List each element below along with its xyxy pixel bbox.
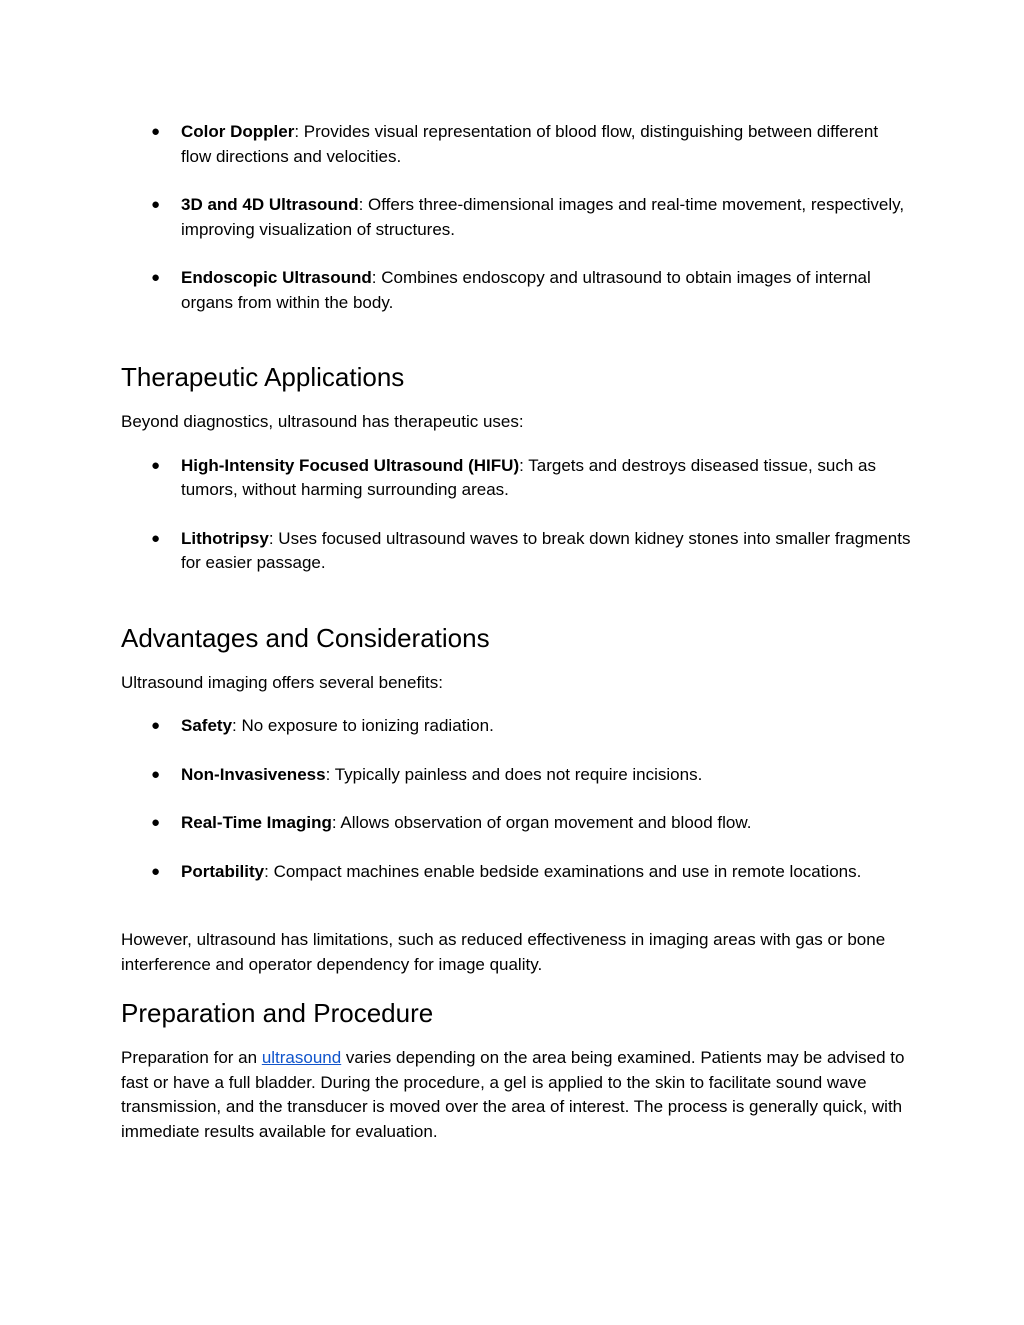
bullet-icon: ● [151, 196, 161, 213]
list-item [121, 266, 911, 315]
section-heading-therapeutic: Therapeutic Applications [121, 362, 405, 392]
list-item [121, 714, 911, 739]
list-item [121, 454, 911, 503]
list-item-text: : Provides visual representation of blood flow, distinguishing between different flow directions and velocities. [181, 122, 879, 166]
bullet-icon: ● [151, 269, 161, 286]
list-item [121, 763, 911, 788]
list-item-text: : Allows observation of organ movement and blood flow. [331, 813, 752, 832]
list-item-term: Portability [181, 861, 265, 881]
advantages-list [121, 714, 911, 884]
list-item-term: Safety [181, 716, 233, 735]
list-item-text: : Combines endoscopy and ultrasound to obtain images of internal organs from within the body. [181, 268, 871, 312]
bullet-icon: ● [151, 529, 161, 547]
bullet-icon: ● [151, 717, 161, 734]
list-item-term: Lithotripsy [181, 528, 269, 548]
list-item-term: Real-Time Imaging [181, 813, 332, 832]
advantages-intro: Ultrasound imaging offers several benefits: [121, 672, 443, 692]
preparation-paragraph [121, 1046, 911, 1144]
list-item [121, 527, 911, 576]
preparation-text-start: Preparation for an [121, 1048, 262, 1067]
list-item-text: : Typically painless and does not require incisions. [325, 764, 703, 784]
list-item-text: : Offers three-dimensional images and real-time movement, respectively, improving visualization of structures. [181, 195, 905, 239]
list-item-term: Color Doppler [181, 122, 295, 141]
bullet-icon: ● [151, 862, 161, 880]
list-item-text: : Targets and destroys diseased tissue, such as tumors, without harming surrounding areas. [181, 455, 876, 499]
list-item [121, 120, 911, 169]
preparation-text-end: varies depending on the area being examined. Patients may be advised to fast or have a full bladder. During the procedure, a gel is applied to the skin to facilitate sound wave transmission, and the transducer is moved over the area of interest. The process is generally quick, with immediate results available for evaluation. [121, 1048, 905, 1141]
bullet-icon: ● [151, 456, 161, 474]
bullet-icon: ● [151, 814, 161, 831]
list-item [121, 193, 911, 242]
list-item-text: : No exposure to ionizing radiation. [232, 716, 494, 735]
list-item-term: High-Intensity Focused Ultrasound (HIFU) [181, 455, 520, 475]
ultrasound-link[interactable]: ultrasound [261, 1048, 342, 1067]
section-heading-advantages: Advantages and Considerations [121, 622, 490, 653]
list-item-term: 3D and 4D Ultrasound [181, 195, 359, 214]
list-item [121, 860, 911, 885]
list-item-text: : Compact machines enable bedside examinations and use in remote locations. [264, 861, 862, 881]
document-page [121, 0, 911, 1144]
list-item-term: Endoscopic Ultrasound [181, 268, 372, 287]
list-item [121, 811, 911, 836]
bullet-icon: ● [151, 765, 161, 783]
limitations-paragraph: However, ultrasound has limitations, such as reduced effectiveness in imaging areas with gas or bone interference and operator dependency for image quality. [121, 930, 886, 974]
list-item-term: Non-Invasiveness [181, 764, 326, 784]
therapeutic-intro: Beyond diagnostics, ultrasound has therapeutic uses: [121, 412, 524, 431]
therapeutic-list [121, 454, 911, 576]
imaging-types-list [121, 120, 911, 315]
bullet-icon: ● [151, 123, 161, 140]
list-item-text: : Uses focused ultrasound waves to break down kidney stones into smaller fragments for easier passage. [181, 528, 911, 572]
section-heading-preparation: Preparation and Procedure [121, 998, 434, 1028]
